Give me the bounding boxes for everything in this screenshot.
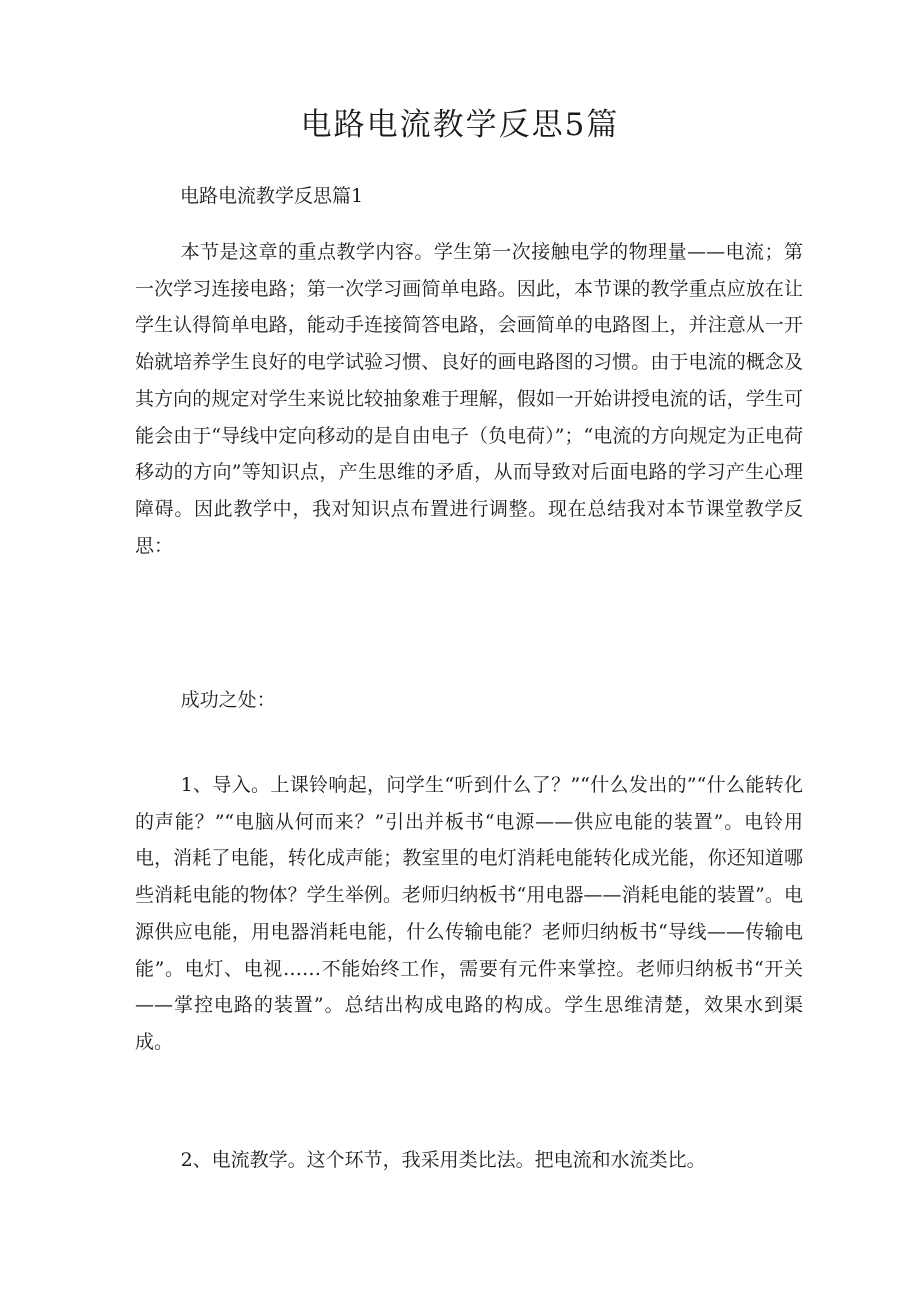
paragraph-intro: 本节是这章的重点教学内容。学生第一次接触电学的物理量——电流；第一次学习连接电路；第一次学习画简单电路。因此，本节课的教学重点应放在让学生认得简单电路，能动手连接简答电路，会画简单的电路图上，并注意从一开始就培养学生良好的电学试验习惯、良好的画电路图的习惯。由于电流的概念及其方向的规定对学生来说比较抽象难于理解，假如一开始讲授电流的话，学生可能会由于“导线中定向移动的是自由电子（负电荷）”；“电流的方向规定为正电荷移动的方向”等知识点，产生思维的矛盾，从而导致对后面电路的学习产生心理障碍。因此教学中，我对知识点布置进行调整。现在总结我对本节课堂教学反思： (135, 241, 803, 557)
paragraph-introduction-step: 1、导入。上课铃响起，问学生“听到什么了？”“什么发出的”“什么能转化的声能？”“电脑从何而来？”引出并板书“电源——供应电能的装置”。电铃用电，消耗了电能，转化成声能；教室里的电灯消耗电能转化成光能，你还知道哪些消耗电能的物体？学生举例。老师归纳板书“用电器——消耗电能的装置”。电源供应电能，用电器消耗电能，什么传输电能？老师归纳板书“导线——传输电能”。电灯、电视……不能始终工作，需要有元件来掌控。老师归纳板书“开关——掌控电路的装置”。总结出构成电路的构成。学生思维清楚，效果水到渠成。 (135, 774, 803, 1053)
paragraph-current-teaching: 2、电流教学。这个环节，我采用类比法。把电流和水流类比。 (180, 1149, 706, 1171)
document-title: 电路电流教学反思5篇 (300, 107, 620, 143)
section-heading: 电路电流教学反思篇1 (180, 185, 364, 207)
paragraph-success-heading: 成功之处： (180, 689, 276, 711)
